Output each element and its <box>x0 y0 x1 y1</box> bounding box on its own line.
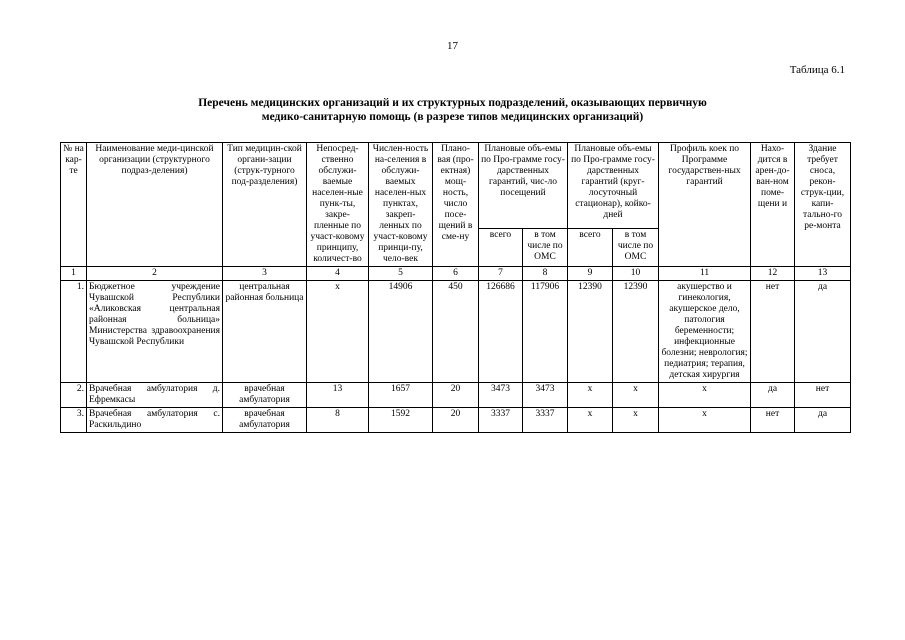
column-number: 7 <box>479 267 523 281</box>
column-number: 12 <box>751 267 795 281</box>
row-number: 2. <box>61 383 87 408</box>
subheader-beds-total: всего <box>568 228 613 266</box>
visits-total: 126686 <box>479 281 523 383</box>
row-number: 3. <box>61 408 87 433</box>
org-name: Врачебная амбулатория д. Ефремкасы <box>87 383 223 408</box>
header-org-type: Тип медицин-ской органи-зации (струк-турного под-разделения) <box>223 143 307 267</box>
row-number: 1. <box>61 281 87 383</box>
header-rented: Нахо-дится в арен-до-ван-ном поме-щени и <box>751 143 795 267</box>
visits-oms: 3473 <box>523 383 568 408</box>
title-line-1: Перечень медицинских организаций и их структурных подразделений, оказывающих первичную <box>198 97 707 109</box>
rented-flag: нет <box>751 408 795 433</box>
visits-total: 3473 <box>479 383 523 408</box>
settlements-count: 13 <box>307 383 369 408</box>
bed-profile: акушерство и гинекология, акушерское дело, патология беременности; инфекционные болезни; неврология; педиатрия; терапия, детская хирургия <box>659 281 751 383</box>
table-row <box>61 383 851 408</box>
capacity: 20 <box>433 408 479 433</box>
header-org-name: Наименование меди-цинской организации (структурного подраз-деления) <box>87 143 223 267</box>
org-type: центральная районная больница <box>223 281 307 383</box>
bed-profile: х <box>659 383 751 408</box>
rented-flag: нет <box>751 281 795 383</box>
column-number: 2 <box>87 267 223 281</box>
column-number: 11 <box>659 267 751 281</box>
capacity: 20 <box>433 383 479 408</box>
header-beds: Плановые объ-емы по Про-грамме госу-дарственных гарантий (круг-лосуточный стационар), койко-дней <box>568 143 659 229</box>
header-repair: Здание требует сноса, рекон-струк-ции, капи-тально-го ре-монта <box>795 143 851 267</box>
visits-oms: 3337 <box>523 408 568 433</box>
table-row <box>61 408 851 433</box>
column-number: 6 <box>433 267 479 281</box>
repair-flag: да <box>795 408 851 433</box>
visits-oms: 117906 <box>523 281 568 383</box>
header-capacity: Плано-вая (про-ектная) мощ-ность, число посе-щений в сме-ну <box>433 143 479 267</box>
header-population: Числен-ность на-селения в обслужи-ваемых населен-ных пунктах, закреп-ленных по участ-ковому принци-пу, чело-век <box>369 143 433 267</box>
subheader-beds-oms: в том числе по ОМС <box>613 228 659 266</box>
beds-oms: х <box>613 408 659 433</box>
table-label: Таблица 6.1 <box>789 64 845 76</box>
header-row <box>61 143 851 229</box>
rented-flag: да <box>751 383 795 408</box>
column-number: 1 <box>61 267 87 281</box>
page-number: 17 <box>447 40 458 52</box>
bed-profile: х <box>659 408 751 433</box>
settlements-count: 8 <box>307 408 369 433</box>
header-map-number: № на кар-те <box>61 143 87 267</box>
org-name: Бюджетное учреждение Чувашской Республики «Аликовская центральная районная больница» Министерства здравоохранения Чувашской Республики <box>87 281 223 383</box>
org-name: Врачебная амбулатория с. Раскильдино <box>87 408 223 433</box>
column-number: 5 <box>369 267 433 281</box>
population: 1657 <box>369 383 433 408</box>
visits-total: 3337 <box>479 408 523 433</box>
title-line-2: медико-санитарную помощь (в разрезе типов медицинских организаций) <box>261 111 644 123</box>
column-number: 8 <box>523 267 568 281</box>
population: 1592 <box>369 408 433 433</box>
column-number: 13 <box>795 267 851 281</box>
beds-total: 12390 <box>568 281 613 383</box>
column-number: 10 <box>613 267 659 281</box>
column-number: 9 <box>568 267 613 281</box>
document-title <box>0 96 905 124</box>
header-bed-profile: Профиль коек по Программе государствен-ных гарантий <box>659 143 751 267</box>
capacity: 450 <box>433 281 479 383</box>
beds-oms: х <box>613 383 659 408</box>
column-number-row <box>61 267 851 281</box>
org-type: врачебная амбулатория <box>223 383 307 408</box>
population: 14906 <box>369 281 433 383</box>
repair-flag: нет <box>795 383 851 408</box>
column-number: 3 <box>223 267 307 281</box>
beds-oms: 12390 <box>613 281 659 383</box>
header-visits: Плановые объ-емы по Про-грамме госу-дарственных гарантий, чис-ло посещений <box>479 143 568 229</box>
beds-total: х <box>568 408 613 433</box>
subheader-visits-oms: в том числе по ОМС <box>523 228 568 266</box>
settlements-count: х <box>307 281 369 383</box>
table-row <box>61 281 851 383</box>
organizations-table <box>60 142 851 433</box>
header-settlements: Непосред-ственно обслужи-ваемые населен-ные пунк-ты, закре-пленные по участ-ковому принципу, количест-во <box>307 143 369 267</box>
org-type: врачебная амбулатория <box>223 408 307 433</box>
subheader-visits-total: всего <box>479 228 523 266</box>
column-number: 4 <box>307 267 369 281</box>
beds-total: х <box>568 383 613 408</box>
repair-flag: да <box>795 281 851 383</box>
